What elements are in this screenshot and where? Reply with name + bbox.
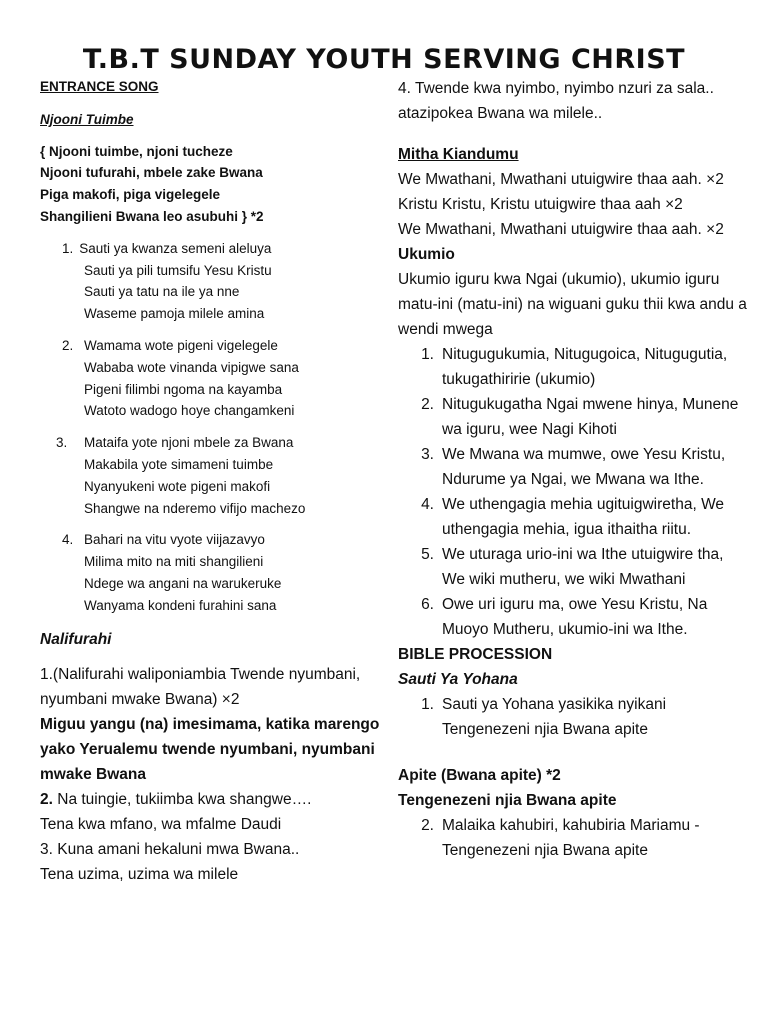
stanza-number: 2.: [62, 337, 74, 353]
list-item: [398, 813, 748, 863]
page-title: T.B.T SUNDAY YOUTH SERVING CHRIST: [82, 44, 686, 75]
chorus-line: { Njooni tuimbe, njoni tucheze: [40, 143, 233, 159]
mitha-line: We Mwathani, Mwathani utuigwire thaa aah. ×2: [398, 171, 724, 188]
bible-procession-heading: BIBLE PROCESSION: [398, 646, 553, 663]
stanza: [40, 529, 385, 616]
item-number: 6.: [421, 596, 434, 613]
stanza: [40, 432, 385, 519]
stanza-list: [40, 238, 385, 617]
entrance-song-heading: ENTRANCE SONG: [40, 79, 159, 94]
stanza: [40, 335, 385, 422]
chorus-line: Piga makofi, piga vigelegele: [40, 187, 221, 203]
stanza-line: Sauti ya tatu na ile ya nne: [84, 284, 240, 300]
song-title-njooni-tuimbe: Njooni Tuimbe: [40, 111, 134, 127]
stanza-number: 3.: [56, 435, 68, 451]
verse-text: Na tuingie, tukiimba kwa shangwe….: [52, 790, 312, 808]
stanza-line: Sauti ya pili tumsifu Yesu Kristu: [84, 262, 272, 278]
mitha-kiandumu-heading: Mitha Kiandumu: [398, 146, 519, 163]
item-text: Sauti ya Yohana yasikika nyikani Tengenezeni njia Bwana apite: [442, 696, 667, 738]
item-number: 5.: [421, 546, 434, 563]
item-text: We uturaga urio-ini wa Ithe utuigwire tha, We wiki mutheru, we wiki Mwathani: [442, 546, 724, 588]
stanza-number: 4.: [62, 532, 74, 548]
item-text: Nitugugukumia, Nitugugoica, Nitugugutia, tukugathiririe (ukumio): [442, 346, 728, 388]
item-number: 1.: [421, 696, 434, 713]
apite-line: Apite (Bwana apite) *2: [398, 767, 561, 784]
list-item: [398, 392, 748, 442]
verse-3: 3. Kuna amani hekaluni mwa Bwana..: [40, 840, 300, 858]
stanza-number: 1.: [62, 240, 74, 256]
item-number: 2.: [421, 817, 434, 834]
stanza-line: Shangwe na nderemo vifijo machezo: [84, 500, 306, 516]
item-number: 3.: [421, 446, 434, 463]
verse-number: 2.: [40, 790, 53, 808]
song-title-nalifurahi: Nalifurahi: [40, 630, 112, 648]
item-number: 1.: [421, 346, 434, 363]
item-text: Malaika kahubiri, kahubiria Mariamu - Tengenezeni njia Bwana apite: [442, 817, 700, 859]
stanza-line: Wababa wote vinanda vipigwe sana: [84, 359, 299, 375]
verse-3-line-2: Tena uzima, uzima wa milele: [40, 865, 239, 883]
verse-4: 4. Twende kwa nyimbo, nyimbo nzuri za sala.. atazipokea Bwana wa milele..: [398, 80, 714, 122]
ukumio-list: [398, 342, 748, 642]
list-item: [398, 342, 748, 392]
mitha-line: Kristu Kristu, Kristu utuigwire thaa aah ×2: [398, 196, 683, 213]
verse-2-line-2: Tena kwa mfano, wa mfalme Daudi: [40, 815, 282, 833]
list-item: [398, 592, 748, 642]
stanza-line: Watoto wadogo hoye changamkeni: [84, 403, 295, 419]
stanza-line: Makabila yote simameni tuimbe: [84, 456, 274, 472]
stanza-line: Pigeni filimbi ngoma na kayamba: [84, 381, 283, 397]
list-item: [398, 492, 748, 542]
item-text: We Mwana wa mumwe, owe Yesu Kristu, Ndurume ya Ngai, we Mwana wa Ithe.: [442, 446, 726, 488]
right-column: [398, 76, 748, 863]
stanza-line: Nyanyukeni wote pigeni makofi: [84, 478, 271, 494]
verse-1: 1.(Nalifurahi waliponiambia Twende nyumbani, nyumbani mwake Bwana) ×2: [40, 665, 361, 708]
stanza-line: Bahari na vitu vyote viijazavyo: [84, 532, 265, 548]
stanza-line: Wanyama kondeni furahini sana: [84, 597, 277, 613]
song-chorus: Miguu yangu (na) imesimama, katika marengo yako Yerualemu twende nyumbani, nyumbani mwake Bwana: [40, 715, 380, 783]
item-text: We uthengagia mehia ugituigwiretha, We uthengagia mehia, igua ithaitha riitu.: [442, 496, 725, 538]
song-title-sauti-ya-yohana: Sauti Ya Yohana: [398, 671, 518, 688]
sauti-list-1: [398, 692, 748, 742]
ukumio-intro: Ukumio iguru kwa Ngai (ukumio), ukumio iguru matu-ini (matu-ini) na wiguani guku thii kwa andu a wendi mwega: [398, 271, 747, 338]
tengenezeni-line: Tengenezeni njia Bwana apite: [398, 792, 617, 809]
stanza-line: Milima mito na miti shangilieni: [84, 554, 264, 570]
left-column: [40, 76, 385, 887]
stanza-line: Ndege wa angani na warukeruke: [84, 575, 282, 591]
stanza-line: Mataifa yote njoni mbele za Bwana: [84, 435, 294, 451]
item-number: 2.: [421, 396, 434, 413]
stanza-line: Wamama wote pigeni vigelegele: [84, 337, 278, 353]
item-text: Nitugukugatha Ngai mwene hinya, Munene wa iguru, wee Nagi Kihoti: [442, 396, 739, 438]
chorus-line: Njooni tufurahi, mbele zake Bwana: [40, 165, 263, 181]
list-item: [398, 542, 748, 592]
stanza-line: Waseme pamoja milele amina: [84, 306, 265, 322]
ukumio-heading: Ukumio: [398, 246, 455, 263]
chorus-block: [40, 141, 385, 228]
item-number: 4.: [421, 496, 434, 513]
sauti-list-2: [398, 813, 748, 863]
verse-2: [40, 787, 385, 812]
list-item: [398, 692, 748, 742]
stanza-line: Sauti ya kwanza semeni aleluya: [79, 240, 272, 256]
item-text: Owe uri iguru ma, owe Yesu Kristu, Na Muoyo Mutheru, ukumio-ini wa Ithe.: [442, 596, 708, 638]
list-item: [398, 442, 748, 492]
chorus-line: Shangilieni Bwana leo asubuhi } *2: [40, 208, 264, 224]
stanza: [40, 238, 385, 325]
mitha-line: We Mwathani, Mwathani utuigwire thaa aah. ×2: [398, 221, 724, 238]
